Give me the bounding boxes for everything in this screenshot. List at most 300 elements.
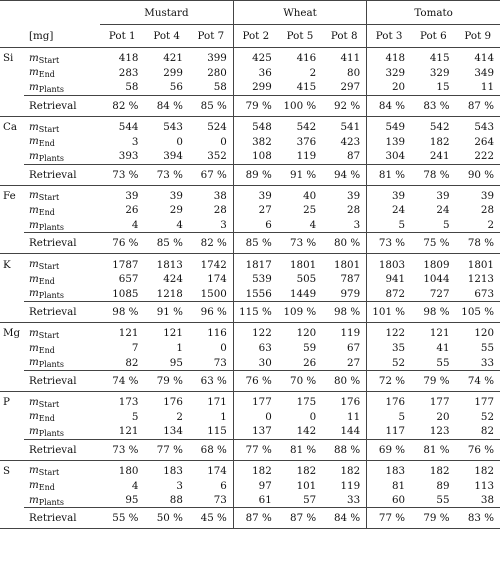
m-end-value: 3 — [131, 135, 139, 148]
retrieval-value: 83 % — [411, 95, 455, 116]
m-plants-value: 222 — [474, 150, 494, 163]
m-plants-value: 38 — [480, 494, 494, 507]
m-plants-row — [0, 80, 500, 95]
crop-header-tomato: Tomato — [367, 1, 500, 25]
m-start-value: 1813 — [156, 258, 183, 271]
m-start-value: 418 — [367, 48, 411, 66]
m-start-value: 1817 — [233, 254, 277, 272]
m-end-value: 81 — [367, 478, 411, 493]
m-end-value: 376 — [296, 135, 317, 148]
mass-symbol: m — [29, 493, 39, 506]
m-plants-value: 87 — [347, 150, 361, 163]
m-start-label — [24, 460, 100, 478]
mass-subscript: Plants — [38, 291, 64, 301]
retrieval-value: 89 % — [233, 164, 277, 185]
m-end-value: 1 — [220, 410, 227, 423]
m-end-value: 139 — [367, 134, 411, 149]
m-start-value: 182 — [429, 464, 450, 477]
m-end-label — [24, 341, 100, 356]
m-start-value: 174 — [207, 464, 227, 477]
mass-symbol: m — [29, 80, 39, 93]
pot-header: Pot 5 — [278, 25, 322, 48]
m-plants-value: 352 — [207, 150, 227, 163]
retrieval-value: 91 % — [144, 302, 188, 323]
m-start-row — [0, 48, 500, 66]
m-end-value: 7 — [131, 342, 139, 355]
retrieval-value: 87 % — [456, 95, 500, 116]
mass-symbol: m — [29, 326, 39, 339]
retrieval-value: 78 % — [411, 164, 455, 185]
retrieval-value: 55 % — [100, 508, 144, 529]
m-plants-value: 297 — [340, 81, 361, 94]
m-start-value: 183 — [163, 464, 183, 477]
retrieval-value: 100 % — [278, 95, 322, 116]
m-start-value: 1803 — [367, 254, 411, 272]
m-plants-value: 56 — [169, 81, 183, 94]
m-start-row — [0, 391, 500, 409]
retrieval-row — [0, 439, 500, 460]
m-end-value: 89 — [436, 479, 450, 492]
m-start-label — [24, 185, 100, 203]
m-end-value: 36 — [233, 66, 277, 81]
m-plants-label — [24, 149, 100, 164]
m-start-value: 180 — [118, 464, 139, 477]
m-plants-value: 55 — [436, 356, 450, 369]
m-end-value: 174 — [207, 273, 227, 286]
m-end-value: 67 — [347, 342, 361, 355]
retrieval-value: 77 % — [233, 439, 277, 460]
m-start-row — [0, 254, 500, 272]
m-plants-value: 119 — [296, 150, 317, 163]
m-start-value: 171 — [207, 396, 227, 409]
retrieval-value: 87 % — [278, 508, 322, 529]
m-end-value: 59 — [303, 342, 317, 355]
m-end-value: 1213 — [467, 273, 494, 286]
m-plants-value: 20 — [367, 80, 411, 95]
pot-header: Pot 8 — [322, 25, 366, 48]
m-end-value: 52 — [480, 410, 494, 423]
retrieval-value: 98 % — [411, 302, 455, 323]
element-symbol: Fe — [3, 189, 16, 202]
m-start-value: 183 — [367, 460, 411, 478]
m-plants-value: 979 — [340, 287, 361, 300]
m-start-row — [0, 185, 500, 203]
mass-symbol: m — [29, 135, 39, 148]
m-start-value: 176 — [163, 396, 183, 409]
crop-header-row — [0, 1, 500, 25]
m-start-value: 1742 — [200, 258, 227, 271]
element-symbol: Si — [3, 52, 14, 65]
m-end-value: 28 — [213, 204, 227, 217]
m-start-value: 39 — [367, 185, 411, 203]
m-start-value: 116 — [207, 327, 227, 340]
m-plants-value: 142 — [296, 425, 317, 438]
m-start-value: 414 — [474, 52, 494, 65]
m-end-label — [24, 478, 100, 493]
m-end-value: 329 — [367, 66, 411, 81]
m-start-value: 182 — [233, 460, 277, 478]
element-symbol: S — [3, 464, 11, 477]
m-end-value: 24 — [436, 204, 450, 217]
m-plants-value: 393 — [118, 150, 139, 163]
m-plants-value: 30 — [233, 355, 277, 370]
m-end-value: 2 — [309, 66, 317, 79]
m-start-value: 1787 — [112, 258, 139, 271]
m-end-value: 0 — [233, 410, 277, 425]
retrieval-value: 90 % — [456, 164, 500, 185]
m-plants-value: 95 — [169, 356, 183, 369]
retrieval-row — [0, 164, 500, 185]
retrieval-value: 72 % — [367, 370, 411, 391]
m-end-value: 329 — [429, 66, 450, 79]
m-plants-value: 4 — [176, 219, 183, 232]
m-plants-value: 121 — [118, 425, 139, 438]
m-start-value: 39 — [125, 189, 139, 202]
m-end-label — [24, 66, 100, 81]
retrieval-row — [0, 95, 500, 116]
retrieval-value: 81 % — [367, 164, 411, 185]
m-plants-row — [0, 424, 500, 439]
retrieval-value: 109 % — [278, 302, 322, 323]
m-plants-value: 1218 — [156, 287, 183, 300]
m-end-value: 26 — [125, 204, 139, 217]
mass-subscript: Start — [38, 399, 60, 409]
m-plants-value: 6 — [233, 218, 277, 233]
m-plants-value: 5 — [442, 219, 450, 232]
retrieval-value: 94 % — [322, 164, 366, 185]
m-start-value: 411 — [340, 52, 361, 65]
retrieval-value: 80 % — [322, 370, 366, 391]
m-end-label — [24, 410, 100, 425]
m-start-value: 548 — [233, 116, 277, 134]
mass-subscript: End — [38, 483, 55, 493]
mass-subscript: End — [38, 207, 55, 217]
retrieval-label: Retrieval — [24, 302, 100, 323]
retrieval-value: 84 % — [144, 95, 188, 116]
m-plants-value: 52 — [367, 355, 411, 370]
retrieval-value: 68 % — [189, 439, 233, 460]
m-end-label — [24, 203, 100, 218]
retrieval-value: 88 % — [322, 439, 366, 460]
m-start-value: 38 — [213, 189, 227, 202]
m-start-value: 182 — [296, 464, 317, 477]
m-end-value: 25 — [303, 204, 317, 217]
m-end-value: 35 — [367, 341, 411, 356]
retrieval-value: 79 % — [411, 508, 455, 529]
m-start-value: 524 — [207, 121, 227, 134]
element-symbol: Ca — [3, 121, 18, 134]
m-start-value: 399 — [207, 52, 227, 65]
mass-symbol: m — [29, 464, 39, 477]
m-plants-value: 1500 — [200, 287, 227, 300]
m-plants-label — [24, 355, 100, 370]
retrieval-value: 105 % — [456, 302, 500, 323]
m-plants-value: 58 — [213, 81, 227, 94]
m-start-value: 39 — [480, 189, 494, 202]
m-plants-row — [0, 493, 500, 508]
mass-symbol: m — [29, 203, 39, 216]
m-start-value: 119 — [340, 327, 361, 340]
retrieval-value: 78 % — [456, 233, 500, 254]
m-end-value: 0 — [176, 135, 183, 148]
m-end-value: 423 — [340, 135, 361, 148]
retrieval-value: 76 % — [100, 233, 144, 254]
mass-subscript: Plants — [38, 497, 64, 507]
retrieval-value: 63 % — [189, 370, 233, 391]
m-start-label — [24, 391, 100, 409]
m-plants-value: 872 — [367, 287, 411, 302]
mass-subscript: End — [38, 345, 55, 355]
m-start-value: 120 — [296, 327, 317, 340]
m-end-value: 6 — [220, 479, 227, 492]
mass-subscript: End — [38, 70, 55, 80]
retrieval-value: 79 % — [411, 370, 455, 391]
m-plants-value: 137 — [233, 424, 277, 439]
m-plants-row — [0, 287, 500, 302]
m-end-value: 20 — [436, 410, 450, 423]
retrieval-label: Retrieval — [24, 233, 100, 254]
m-plants-label — [24, 80, 100, 95]
m-start-value: 39 — [436, 189, 450, 202]
m-plants-value: 3 — [220, 219, 227, 232]
m-end-value: 24 — [367, 203, 411, 218]
retrieval-value: 101 % — [367, 302, 411, 323]
m-plants-value: 2 — [487, 219, 494, 232]
m-start-value: 542 — [296, 121, 317, 134]
retrieval-value: 75 % — [411, 233, 455, 254]
m-plants-value: 673 — [474, 287, 494, 300]
mass-subscript: Plants — [38, 428, 64, 438]
pot-header: Pot 6 — [411, 25, 455, 48]
mass-subscript: Start — [38, 330, 60, 340]
m-start-row — [0, 116, 500, 134]
m-end-value: 1044 — [423, 273, 450, 286]
m-end-value: 5 — [131, 410, 139, 423]
retrieval-value: 77 % — [144, 439, 188, 460]
m-end-value: 63 — [233, 341, 277, 356]
m-end-value: 539 — [233, 272, 277, 287]
retrieval-row — [0, 508, 500, 529]
m-end-value: 80 — [347, 66, 361, 79]
retrieval-value: 73 % — [367, 233, 411, 254]
retrieval-value: 92 % — [322, 95, 366, 116]
retrieval-value: 81 % — [278, 439, 322, 460]
retrieval-label: Retrieval — [24, 439, 100, 460]
pot-header: Pot 7 — [189, 25, 233, 48]
mass-symbol: m — [29, 189, 39, 202]
m-plants-value: 57 — [303, 494, 317, 507]
mass-symbol: m — [29, 424, 39, 437]
retrieval-label: Retrieval — [24, 508, 100, 529]
mass-subscript: End — [38, 139, 55, 149]
m-start-label — [24, 116, 100, 134]
m-end-value: 283 — [118, 66, 139, 79]
retrieval-value: 73 % — [278, 233, 322, 254]
retrieval-value: 76 % — [456, 439, 500, 460]
m-plants-value: 82 — [125, 356, 139, 369]
m-plants-value: 5 — [367, 218, 411, 233]
m-plants-value: 27 — [347, 356, 361, 369]
m-start-value: 1809 — [423, 258, 450, 271]
m-end-value: 1 — [176, 342, 183, 355]
retrieval-value: 83 % — [456, 508, 500, 529]
m-end-value: 657 — [118, 273, 139, 286]
m-end-row — [0, 410, 500, 425]
m-plants-value: 61 — [233, 493, 277, 508]
m-start-value: 418 — [118, 52, 139, 65]
m-plants-label — [24, 424, 100, 439]
retrieval-value: 79 % — [233, 95, 277, 116]
m-plants-value: 55 — [436, 494, 450, 507]
retrieval-value: 73 % — [100, 164, 144, 185]
mass-symbol: m — [29, 395, 39, 408]
m-plants-value: 1449 — [290, 287, 317, 300]
mass-symbol: m — [29, 51, 39, 64]
retrieval-value: 69 % — [367, 439, 411, 460]
m-start-value: 544 — [118, 121, 139, 134]
m-start-value: 175 — [296, 396, 317, 409]
mass-subscript: Plants — [38, 222, 64, 232]
m-end-value: 3 — [176, 479, 183, 492]
m-end-value: 101 — [296, 479, 317, 492]
mass-subscript: Start — [38, 124, 60, 134]
retrieval-value: 77 % — [367, 508, 411, 529]
mass-subscript: Plants — [38, 360, 64, 370]
m-start-value: 176 — [367, 391, 411, 409]
retrieval-value: 87 % — [233, 508, 277, 529]
m-end-value: 787 — [340, 273, 361, 286]
m-plants-value: 108 — [233, 149, 277, 164]
m-end-value: 28 — [480, 204, 494, 217]
m-start-value: 173 — [118, 396, 139, 409]
m-plants-value: 727 — [429, 287, 450, 300]
m-plants-value: 82 — [480, 425, 494, 438]
m-plants-value: 415 — [296, 81, 317, 94]
m-end-value: 41 — [436, 342, 450, 355]
m-start-value: 182 — [474, 464, 494, 477]
m-end-row — [0, 341, 500, 356]
m-end-row — [0, 203, 500, 218]
m-plants-value: 73 — [213, 494, 227, 507]
m-end-row — [0, 478, 500, 493]
m-end-value: 4 — [131, 479, 139, 492]
m-start-value: 120 — [474, 327, 494, 340]
m-start-value: 1801 — [333, 258, 361, 271]
m-start-value: 415 — [429, 52, 450, 65]
retrieval-value: 81 % — [411, 439, 455, 460]
m-end-value: 349 — [474, 66, 494, 79]
m-plants-value: 1085 — [112, 287, 139, 300]
m-start-label — [24, 254, 100, 272]
retrieval-label: Retrieval — [24, 164, 100, 185]
m-plants-value: 33 — [347, 494, 361, 507]
retrieval-value: 85 % — [144, 233, 188, 254]
m-plants-value: 60 — [367, 493, 411, 508]
mass-subscript: Plants — [38, 153, 64, 163]
m-plants-value: 58 — [125, 81, 139, 94]
retrieval-value: 73 % — [100, 439, 144, 460]
retrieval-value: 82 % — [189, 233, 233, 254]
m-start-value: 121 — [429, 327, 450, 340]
pot-header: Pot 9 — [456, 25, 500, 48]
m-plants-value: 15 — [436, 81, 450, 94]
mass-symbol: m — [29, 149, 39, 162]
m-end-value: 113 — [474, 479, 494, 492]
m-end-value: 11 — [347, 410, 361, 423]
m-start-value: 549 — [367, 116, 411, 134]
retrieval-value: 80 % — [322, 233, 366, 254]
element-symbol: K — [3, 258, 11, 271]
m-end-value: 0 — [220, 135, 227, 148]
m-start-value: 541 — [340, 121, 361, 134]
m-start-value: 39 — [233, 185, 277, 203]
retrieval-value: 84 % — [322, 508, 366, 529]
unit-label: [mg] — [24, 25, 100, 48]
m-start-label — [24, 323, 100, 341]
m-plants-value: 299 — [233, 80, 277, 95]
m-plants-value: 4 — [131, 219, 139, 232]
pot-header: Pot 2 — [233, 25, 277, 48]
m-end-label — [24, 134, 100, 149]
m-start-value: 542 — [429, 121, 450, 134]
m-plants-value: 26 — [303, 356, 317, 369]
m-start-value: 1801 — [467, 258, 494, 271]
m-start-value: 182 — [340, 464, 361, 477]
m-end-row — [0, 134, 500, 149]
m-end-value: 0 — [309, 410, 317, 423]
retrieval-value: 73 % — [144, 164, 188, 185]
retrieval-value: 67 % — [189, 164, 233, 185]
m-plants-value: 1556 — [233, 287, 277, 302]
retrieval-row — [0, 233, 500, 254]
m-start-value: 416 — [296, 52, 317, 65]
m-plants-value: 241 — [429, 150, 450, 163]
m-end-value: 299 — [163, 66, 183, 79]
m-plants-value: 394 — [163, 150, 183, 163]
m-end-row — [0, 272, 500, 287]
crop-header-mustard: Mustard — [100, 1, 233, 25]
m-start-value: 121 — [163, 327, 183, 340]
mass-symbol: m — [29, 356, 39, 369]
m-plants-value: 33 — [480, 356, 494, 369]
m-plants-value: 115 — [207, 425, 227, 438]
retrieval-value: 70 % — [278, 370, 322, 391]
retrieval-value: 91 % — [278, 164, 322, 185]
m-end-value: 941 — [367, 272, 411, 287]
m-plants-row — [0, 218, 500, 233]
retrieval-value: 76 % — [233, 370, 277, 391]
mass-subscript: End — [38, 276, 55, 286]
m-plants-value: 134 — [163, 425, 183, 438]
crop-header-wheat: Wheat — [233, 1, 366, 25]
m-end-value: 97 — [233, 478, 277, 493]
m-plants-row — [0, 149, 500, 164]
m-end-value: 29 — [169, 204, 183, 217]
m-start-value: 122 — [367, 323, 411, 341]
retrieval-value: 96 % — [189, 302, 233, 323]
m-end-row — [0, 66, 500, 81]
m-end-value: 28 — [347, 204, 361, 217]
pot-header: Pot 1 — [100, 25, 144, 48]
mass-symbol: m — [29, 479, 39, 492]
retrieval-value: 85 % — [189, 95, 233, 116]
retrieval-value: 85 % — [233, 233, 277, 254]
m-end-value: 182 — [429, 135, 450, 148]
mass-symbol: m — [29, 287, 39, 300]
m-end-value: 264 — [474, 135, 494, 148]
m-start-value: 177 — [233, 391, 277, 409]
m-end-value: 5 — [367, 410, 411, 425]
